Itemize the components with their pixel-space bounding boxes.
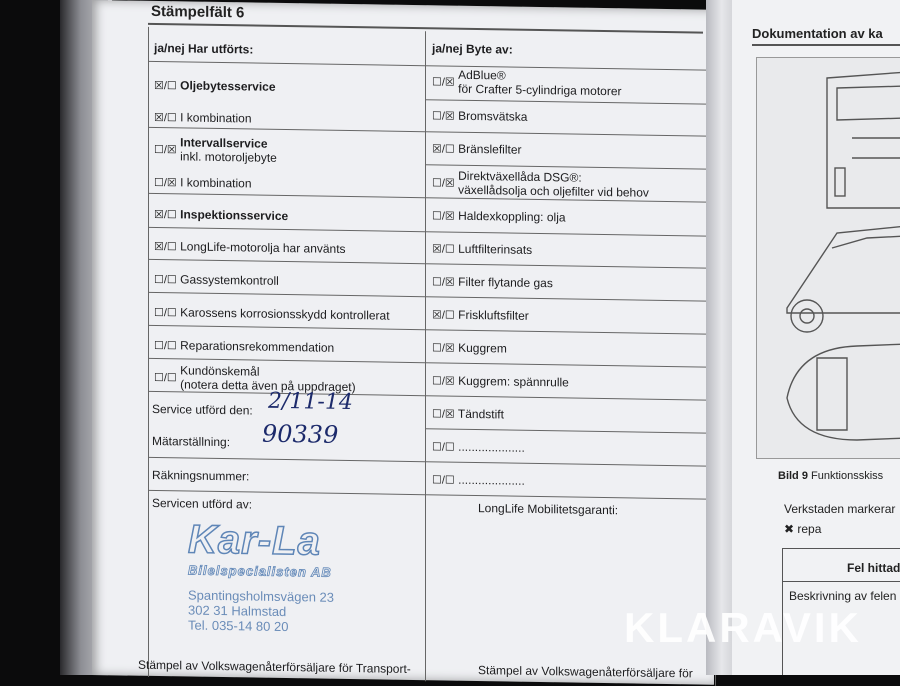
checkbox-pair[interactable]: ☐/☐ — [154, 371, 177, 385]
row-branslefilter — [432, 141, 521, 157]
odometer-label: Mätarställning: — [152, 433, 231, 450]
row-line — [148, 227, 425, 232]
checkbox-pair[interactable]: ☐/☐ — [432, 474, 455, 487]
figure-caption — [778, 470, 883, 482]
row-line — [148, 325, 425, 330]
row-sublabel: växellådsolja och oljefilter vid behov — [458, 182, 649, 200]
row-label: Direktväxellåda DSG®: — [458, 168, 582, 185]
checkbox-pair[interactable]: ☐/☒ — [432, 276, 455, 289]
row-line — [148, 457, 425, 462]
checkbox-pair[interactable]: ☒/☐ — [154, 79, 177, 93]
table-border-left — [148, 27, 149, 677]
odometer-value[interactable]: 90339 — [262, 419, 339, 449]
row-line — [148, 127, 425, 132]
row-label: Luftfilterinsats — [458, 241, 533, 257]
row-oljebytesservice — [154, 78, 276, 95]
van-sketch-icon — [757, 58, 900, 458]
row-line — [148, 193, 425, 198]
vehicle-diagram — [756, 57, 900, 459]
checkbox-pair[interactable]: ☐/☒ — [432, 110, 455, 123]
row-line — [425, 296, 715, 302]
service-date-value[interactable]: 2/11-14 — [268, 388, 353, 416]
row-line — [425, 461, 715, 467]
row-label: Kundönskemål — [180, 363, 260, 379]
stamp-logo: Kar-La — [188, 517, 321, 564]
stamp-phone: Tel. 035-14 80 20 — [188, 617, 289, 635]
row-label: .................... — [458, 439, 525, 455]
row-kuggrem-spannrulle — [432, 373, 569, 390]
checkbox-pair[interactable]: ☐/☒ — [432, 408, 455, 421]
checkbox-pair[interactable]: ☐/☒ — [154, 176, 177, 190]
stamp-address: Spantingsholmsvägen 23 — [188, 587, 334, 605]
service-date-label: Service utförd den: — [152, 401, 253, 418]
table-line — [783, 581, 900, 582]
performed-by-label: Servicen utförd av: — [152, 495, 253, 512]
row-label: Kuggrem: spännrulle — [458, 373, 569, 390]
checkbox-pair[interactable]: ☒/☐ — [432, 309, 455, 322]
row-blank-2 — [432, 472, 525, 488]
row-luftfilterinsats — [432, 241, 532, 258]
row-line — [425, 395, 715, 401]
row-line — [425, 263, 715, 269]
stamp-field-table — [138, 27, 706, 686]
row-label: Filter flytande gas — [458, 274, 553, 291]
row-adblue — [432, 67, 622, 98]
invoice-label: Räkningsnummer: — [152, 467, 250, 484]
row-kuggrem — [432, 340, 507, 356]
checkbox-pair[interactable]: ☐/☒ — [154, 143, 177, 157]
row-label: Friskluftsfilter — [458, 307, 529, 323]
row-longlife-olja — [154, 239, 346, 257]
row-line — [425, 99, 715, 105]
row-sublabel: inkl. motoroljebyte — [180, 149, 277, 165]
longlife-guarantee-label: LongLife Mobilitetsgaranti: — [478, 501, 619, 518]
row-label: Bränslefilter — [458, 141, 522, 157]
row-label: LongLife-motorolja har använts — [180, 239, 346, 256]
row-label: .................... — [458, 472, 525, 488]
dealer-stamp — [188, 518, 334, 635]
row-korrosionsskydd — [154, 305, 390, 324]
footer-right-text: Stämpel av Volkswagenåterförsäljare för — [478, 663, 693, 681]
checkbox-pair[interactable]: ☐/☐ — [154, 273, 177, 287]
row-intervallservice — [154, 135, 277, 165]
row-bromsvatska — [432, 108, 527, 124]
row-inspektionsservice — [154, 207, 288, 224]
row-line — [148, 292, 425, 297]
row-label: I kombination — [180, 175, 252, 191]
row-sublabel: (notera detta även på uppdraget) — [180, 377, 356, 395]
row-label: Kuggrem — [458, 340, 507, 356]
row-label: Reparationsrekommendation — [180, 338, 335, 355]
row-line — [425, 428, 715, 434]
checkbox-pair[interactable]: ☒/☐ — [432, 143, 455, 156]
row-gassystemkontroll — [154, 272, 279, 289]
row-label: Tändstift — [457, 406, 504, 422]
row-label: Bromsvätska — [458, 108, 528, 124]
left-column-header: ja/nej Har utförts: — [154, 40, 254, 57]
row-line — [425, 131, 715, 137]
row-i-kombination-2 — [154, 175, 252, 192]
row-label: Inspektionsservice — [180, 207, 289, 224]
footer-left-text: Stämpel av Volkswagenåterförsäljare för Transport- — [138, 657, 411, 677]
watermark-logo: KLARAVIK — [624, 604, 862, 651]
table-divider — [425, 31, 426, 681]
row-label: Oljebytesservice — [180, 78, 276, 94]
row-label: AdBlue® — [458, 67, 506, 83]
left-page — [92, 0, 714, 685]
checkbox-pair[interactable]: ☐/☐ — [154, 306, 177, 320]
defect-table-header: Fel hittad — [847, 561, 900, 575]
page-title: Stämpelfält 6 — [151, 2, 245, 22]
row-tandstift — [432, 406, 504, 422]
checkbox-pair[interactable]: ☐/☒ — [432, 375, 455, 388]
row-i-kombination — [154, 110, 252, 127]
row-line — [148, 61, 425, 66]
checkbox-pair[interactable]: ☒/☐ — [154, 111, 177, 125]
right-column-header: ja/nej Byte av: — [432, 41, 513, 57]
stamp-subtitle: Bilelspecialisten AB — [188, 562, 332, 580]
row-label: Gassystemkontroll — [180, 272, 279, 288]
checkbox-pair[interactable]: ☐/☒ — [432, 177, 455, 190]
checkbox-pair[interactable]: ☒/☐ — [154, 208, 177, 222]
row-label: I kombination — [180, 110, 252, 126]
right-page-title: Dokumentation av ka — [752, 26, 883, 41]
row-line — [425, 231, 715, 237]
row-friskluftsfilter — [432, 307, 529, 324]
right-text-1: Verkstaden markerar — [784, 502, 896, 516]
title-rule — [752, 44, 900, 46]
row-label: Intervallservice — [180, 135, 268, 151]
row-label: Haldexkoppling: olja — [458, 208, 566, 225]
checkbox-pair[interactable]: ☒/☐ — [154, 240, 177, 254]
defect-table-row: Beskrivning av felen — [789, 589, 897, 603]
checkbox-pair[interactable]: ☐/☒ — [432, 210, 455, 223]
right-text-2: ✖ repa — [784, 522, 822, 536]
stamp-city: 302 31 Halmstad — [188, 602, 287, 620]
book-spine — [706, 0, 732, 675]
checkbox-pair[interactable]: ☐/☒ — [432, 76, 455, 89]
row-label: Karossens korrosionsskydd kontrollerat — [180, 305, 390, 323]
figure-number: Bild 9 — [778, 470, 808, 482]
row-blank-1 — [432, 439, 525, 455]
row-line — [425, 329, 715, 335]
row-line — [425, 494, 715, 500]
row-line — [148, 259, 425, 264]
row-line — [425, 362, 715, 368]
checkbox-pair[interactable]: ☒/☐ — [432, 243, 455, 256]
checkbox-pair[interactable]: ☐/☐ — [432, 441, 455, 454]
row-haldexkoppling — [432, 208, 566, 225]
row-dsg — [432, 168, 649, 199]
row-reparationsrekommendation — [154, 338, 334, 356]
checkbox-pair[interactable]: ☐/☒ — [432, 342, 455, 355]
figure-caption-text: Funktionsskiss — [811, 470, 884, 482]
right-page — [732, 0, 900, 675]
checkbox-pair[interactable]: ☐/☐ — [154, 339, 177, 353]
row-sublabel: för Crafter 5-cylindriga motorer — [458, 81, 622, 99]
row-filter-flytande-gas — [432, 274, 553, 291]
row-line — [148, 358, 425, 363]
row-line — [148, 490, 425, 495]
